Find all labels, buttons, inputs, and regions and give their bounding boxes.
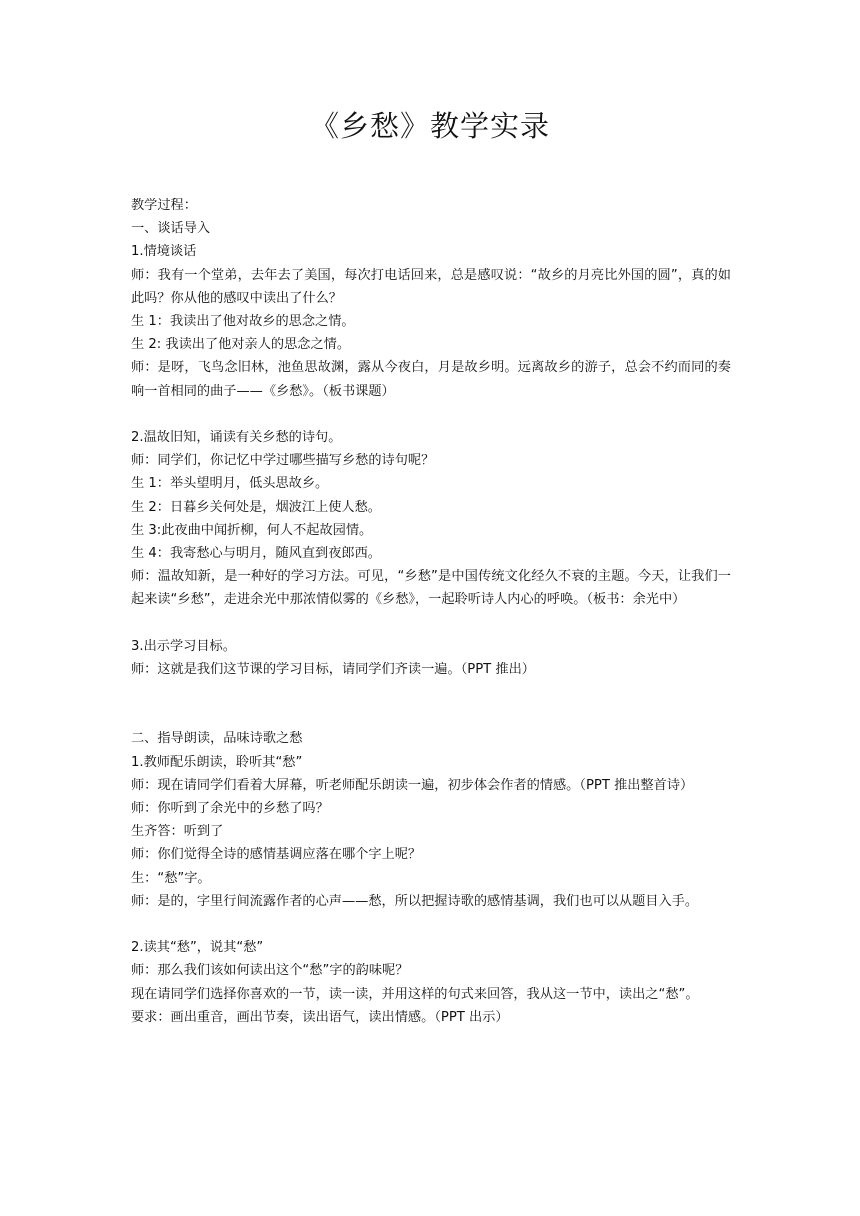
paragraph-teacher-tone: 师：你们觉得全诗的感情基调应落在哪个字上呢？ bbox=[131, 847, 422, 863]
paragraph-student-2: 生 2: 我读出了他对亲人的思念之情。 bbox=[131, 337, 351, 353]
paragraph-student-poem-3: 生 3:此夜曲中闻折柳，何人不起故园情。 bbox=[131, 522, 373, 538]
paragraph-student-answer: 生：“愁”字。 bbox=[131, 870, 211, 886]
paragraph-student-poem-4: 生 4：我寄愁心与明月，随风直到夜郎西。 bbox=[131, 545, 381, 561]
subheading-1-2: 2.温故旧知，诵读有关乡愁的诗句。 bbox=[131, 429, 342, 445]
paragraph-spacer bbox=[131, 913, 731, 936]
section-heading-2: 二、指导朗读，品味诗歌之愁 bbox=[131, 731, 303, 747]
subheading-1-1: 1.情境谈话 bbox=[131, 244, 197, 260]
paragraph-teaching-process: 教学过程： bbox=[131, 198, 197, 213]
paragraph-instruction: 现在请同学们选择你喜欢的一节，读一读，并用这样的句式来回答，我从这一节中，读出之“愁”。 bbox=[131, 986, 699, 1002]
document-title: 《乡愁》教学实录 bbox=[309, 109, 550, 143]
paragraph-teacher-summary: 师：温故知新，是一种好的学习方法。可见，“乡愁”是中国传统文化经久不衰的主题。今天，让我们一起来读“乡愁”，走进余光中那浓情似雾的《乡愁》，一起聆听诗人内心的呼唤。（板书：余光中） bbox=[131, 569, 731, 608]
paragraph-student-poem-1: 生 1：举头望明月，低头思故乡。 bbox=[131, 476, 329, 492]
paragraph-teacher-goals: 师：这就是我们这节课的学习目标，请同学们齐读一遍。（PPT 推出） bbox=[131, 661, 535, 677]
paragraph-spacer bbox=[131, 403, 731, 426]
paragraph-teacher-how: 师：那么我们该如何读出这个“愁”字的韵味呢？ bbox=[131, 963, 409, 979]
subheading-2-1: 1.教师配乐朗读，聆听其“愁” bbox=[131, 754, 303, 770]
paragraph-student-1: 生 1：我读出了他对故乡的思念之情。 bbox=[131, 313, 355, 329]
paragraph-teacher-response: 师：是呀，飞鸟念旧林，池鱼思故渊，露从今夜白，月是故乡明。远离故乡的游子，总会不约而同的奏响一首相同的曲子——《乡愁》。（板书课题） bbox=[131, 360, 731, 399]
paragraph-teacher-ask: 师：你听到了余光中的乡愁了吗？ bbox=[131, 801, 329, 816]
paragraph-spacer bbox=[131, 611, 731, 634]
paragraph-teacher-explain: 师：是的，字里行间流露作者的心声——愁，所以把握诗歌的感情基调，我们也可以从题目入手。 bbox=[131, 893, 699, 909]
paragraph-teacher-intro: 师：我有一个堂弟，去年去了美国，每次打电话回来，总是感叹说：“故乡的月亮比外国的圆”，真的如此吗？你从他的感叹中读出了什么？ bbox=[131, 267, 731, 306]
paragraph-students-answer: 生齐答：听到了 bbox=[131, 824, 224, 840]
paragraph-spacer bbox=[131, 681, 731, 727]
subheading-1-3: 3.出示学习目标。 bbox=[131, 638, 236, 654]
document-body bbox=[131, 194, 731, 1029]
subheading-2-2: 2.读其“愁”，说其“愁” bbox=[131, 940, 264, 956]
paragraph-teacher-question: 师：同学们，你记忆中学过哪些描写乡愁的诗句呢？ bbox=[131, 453, 435, 469]
paragraph-teacher-reading: 师：现在请同学们看着大屏幕，听老师配乐朗读一遍，初步体会作者的情感。（PPT 推出整首诗） bbox=[131, 777, 694, 793]
section-heading-1: 一、谈话导入 bbox=[131, 221, 211, 237]
paragraph-requirements: 要求：画出重音，画出节奏，读出语气，读出情感。（PPT 出示） bbox=[131, 1009, 509, 1025]
paragraph-student-poem-2: 生 2：日暮乡关何处是，烟波江上使人愁。 bbox=[131, 499, 381, 515]
